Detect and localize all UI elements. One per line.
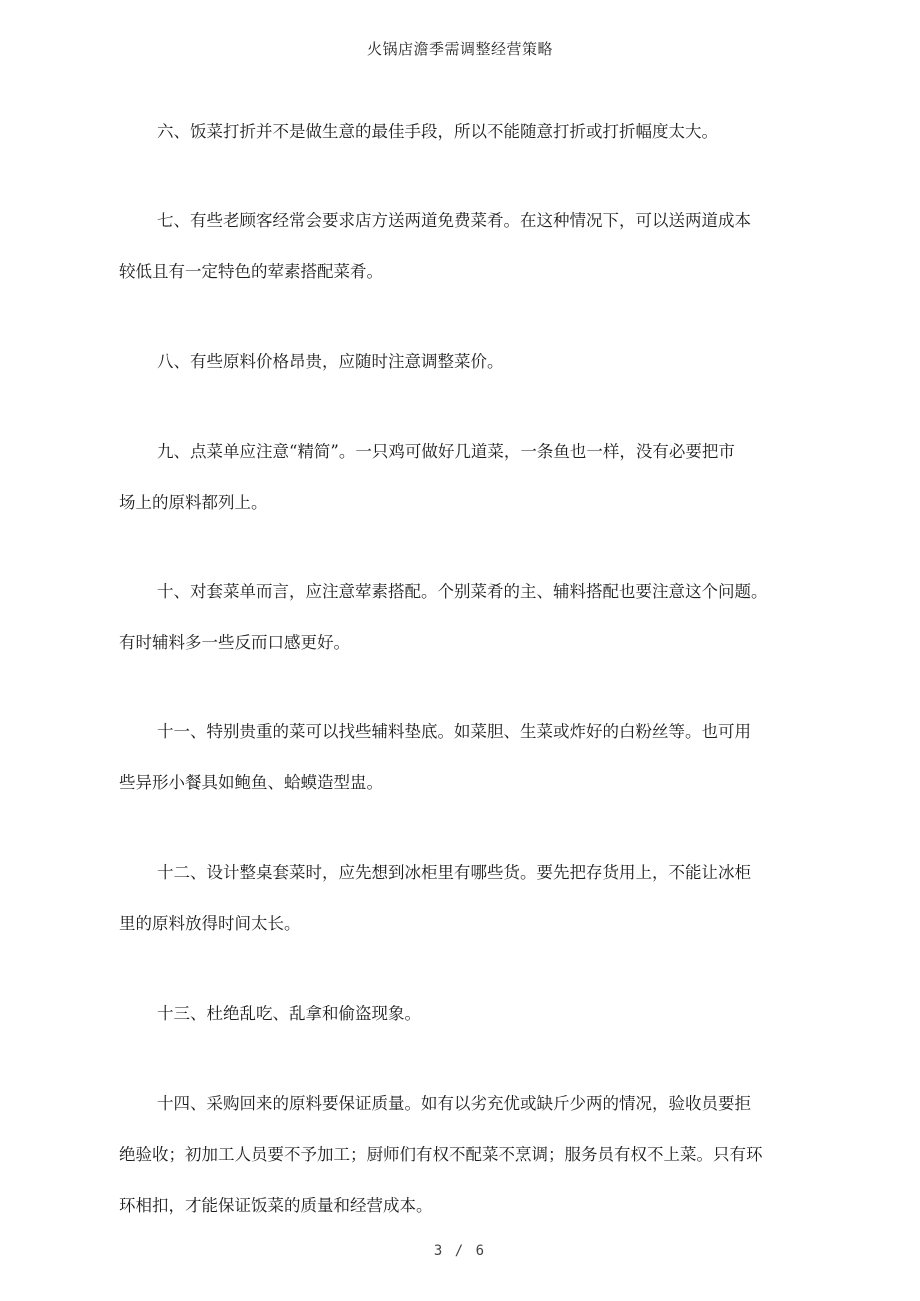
paragraph-line: 十四、采购回来的原料要保证质量。如有以劣充优或缺斤少两的情况，验收员要拒 [157,1094,751,1113]
paragraph-line: 较低且有一定特色的荤素搭配菜肴。 [119,262,383,281]
paragraph-line: 十、对套菜单而言，应注意荤素搭配。个别菜肴的主、辅料搭配也要注意这个问题。 [157,582,768,601]
paragraph-line: 里的原料放得时间太长。 [119,914,301,933]
paragraph-line: 些异形小餐具如鲍鱼、蛤蟆造型盅。 [119,773,383,792]
paragraph-line: 十一、特别贵重的菜可以找些辅料垫底。如菜胆、生菜或炸好的白粉丝等。也可用 [157,722,751,741]
paragraph-line: 八、有些原料价格昂贵，应随时注意调整菜价。 [157,352,504,371]
paragraph-line: 场上的原料都列上。 [119,493,268,512]
paragraph-line: 九、点菜单应注意“精简”。一只鸡可做好几道菜，一条鱼也一样，没有必要把市 [157,442,735,461]
paragraph-line: 十二、设计整桌套菜时，应先想到冰柜里有哪些货。要先把存货用上，不能让冰柜 [157,863,751,882]
page-number: 3 / 6 [433,1243,487,1259]
paragraph-line: 环相扣，才能保证饭菜的质量和经营成本。 [119,1196,433,1215]
paragraph-line: 七、有些老顾客经常会要求店方送两道免费菜肴。在这种情况下，可以送两道成本 [157,211,751,230]
paragraph-line: 十三、杜绝乱吃、乱拿和偷盗现象。 [157,1004,421,1023]
paragraph-line: 六、饭菜打折并不是做生意的最佳手段，所以不能随意打折或打折幅度太大。 [157,122,718,141]
page-title: 火锅店澹季需调整经营策略 [366,40,553,58]
paragraph-line: 有时辅料多一些反而口感更好。 [119,633,350,652]
paragraph-line: 绝验收；初加工人员要不予加工；厨师们有权不配菜不烹调；服务员有权不上菜。只有环 [119,1145,763,1164]
